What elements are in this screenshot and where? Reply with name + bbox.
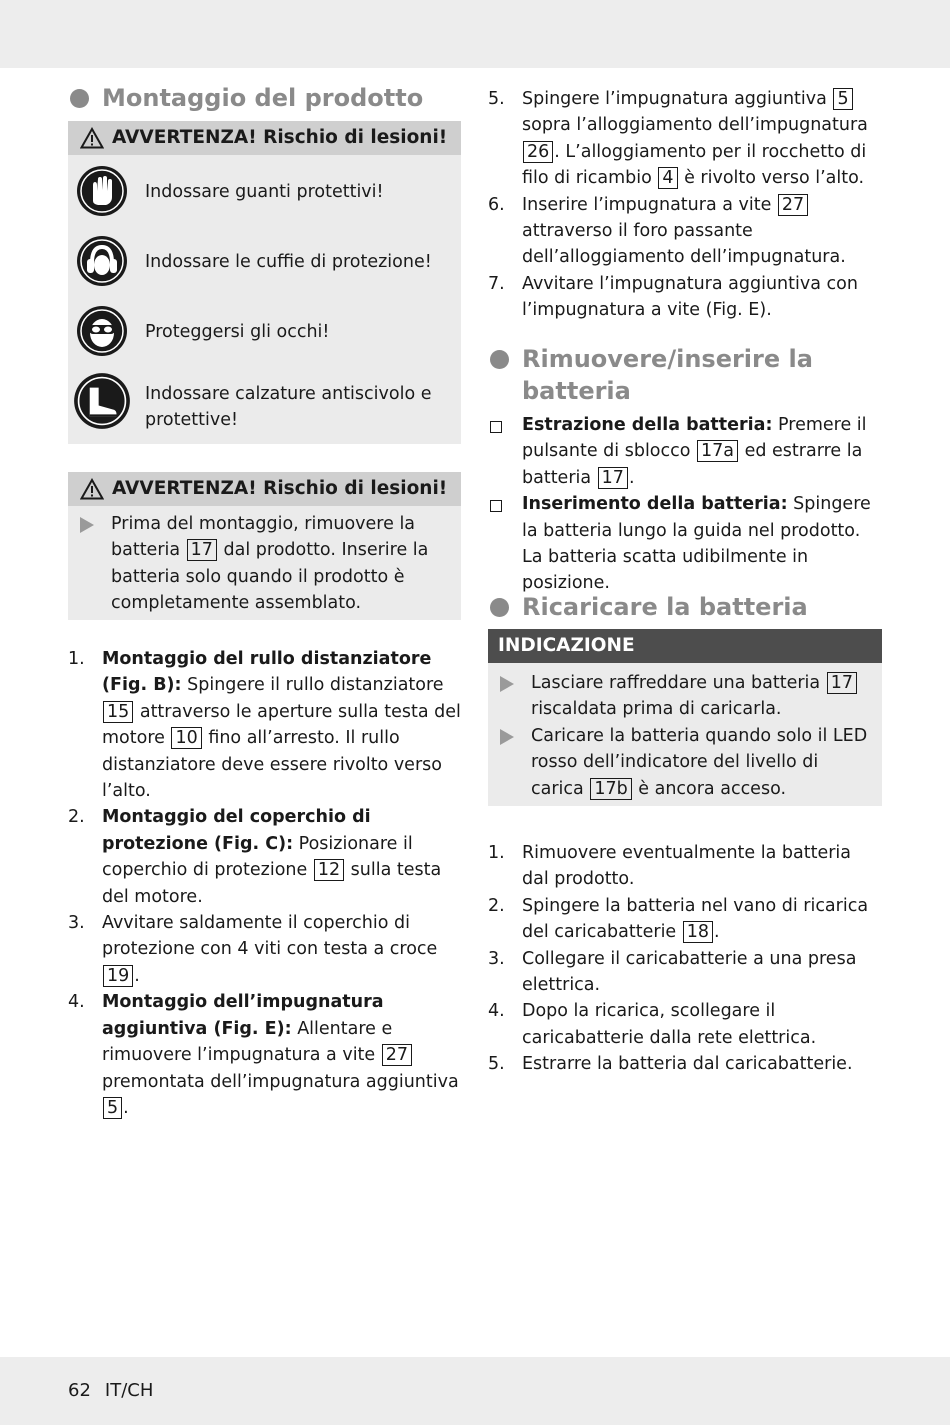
page-number: 62: [68, 1380, 91, 1401]
list-item: 7. Avvitare l’impugnatura aggiuntiva con l’impugnatura a vite (Fig. E).: [488, 273, 858, 321]
arrow-bullet-icon: [80, 517, 94, 533]
section-heading-charging: Ricaricare la batteria: [488, 591, 808, 623]
safety-goggles-icon: [76, 305, 128, 357]
battery-instructions: [488, 412, 882, 597]
bullet-dot-icon: [490, 350, 509, 369]
arrow-bullet-icon: [500, 676, 514, 692]
list-item: Estrazione della batteria: Premere il pulsante di sblocco 17a ed estrarre la batteria 17 .: [488, 412, 882, 491]
list-item: 2. Montaggio del coperchio di protezione (Fig. C): Posizionare il coperchio di protezione 12 sulla testa del motore.: [68, 807, 442, 907]
list-item: 3. Collegare il caricabatterie a una presa elettrica.: [488, 948, 857, 996]
checkbox-bullet-icon: [490, 500, 502, 512]
warning-bullets: [78, 511, 453, 617]
list-item: Prima del montaggio, rimuovere la batteria 17 dal prodotto. Inserire la batteria solo quando il prodotto è completamente assemblato.: [78, 511, 453, 617]
bullet-dot-icon: [70, 89, 89, 108]
note-header: INDICAZIONE: [488, 629, 882, 663]
list-item: 2. Spingere la batteria nel vano di ricarica del caricabatterie 18 .: [488, 895, 869, 943]
list-item: Lasciare raffreddare una batteria 17 riscaldata prima di caricarla.: [498, 670, 874, 723]
checkbox-bullet-icon: [490, 421, 502, 433]
warning-header: AVVERTENZA! Rischio di lesioni!: [68, 121, 461, 155]
list-item: 1. Rimuovere eventualmente la batteria dal prodotto.: [488, 843, 851, 890]
page-footer: [68, 1378, 167, 1404]
list-item: Inserimento della batteria: Spingere la batteria lungo la guida nel prodotto. La batteria scatta udibilmente in posizione.: [488, 491, 882, 597]
warning-box-ppe: AVVERTENZA! Rischio di lesioni! Indossare guanti protettivi! Indossare le cuffie di protezione! Proteggersi gli occhi! Indossare calzature antiscivolo e protettive!: [68, 121, 461, 444]
list-item: 1. Montaggio del rullo distanziatore (Fig. B): Spingere il rullo distanziatore 15 attraverso le aperture sulla testa del motore 10 fino all’arresto. Il rullo distanziatore deve essere rivolto verso l’alto.: [68, 649, 461, 802]
note-box: [488, 629, 882, 806]
top-band: [0, 0, 950, 68]
list-item: 4. Montaggio dell’impugnatura aggiuntiva (Fig. E): Allentare e rimuovere l’impugnatura a vite 27 premontata dell’impugnatura aggiuntiva 5 .: [68, 992, 459, 1118]
charging-steps: [488, 840, 882, 1078]
warning-header: AVVERTENZA! Rischio di lesioni!: [68, 472, 461, 506]
assembly-steps-continued: [488, 86, 882, 324]
safety-boots-icon: [73, 372, 131, 430]
ear-protection-icon: [76, 235, 128, 287]
section-heading-battery: Rimuovere/inserire la batteria: [488, 343, 852, 407]
warning-triangle-icon: [80, 127, 104, 149]
list-item: 6. Inserire l’impugnatura a vite 27 attraverso il foro passante dell’alloggiamento dell’impugnatura.: [488, 194, 846, 268]
list-item: 5. Estrarre la batteria dal caricabatterie.: [488, 1054, 853, 1075]
bullet-dot-icon: [490, 598, 509, 617]
gloves-icon: [76, 165, 128, 217]
arrow-bullet-icon: [500, 729, 514, 745]
assembly-steps: [68, 646, 461, 1121]
list-item: 3. Avvitare saldamente il coperchio di protezione con 4 viti con testa a croce 19 .: [68, 913, 438, 986]
language-code: IT/CH: [104, 1380, 154, 1401]
warning-box-battery: [68, 472, 461, 620]
list-item: Caricare la batteria quando solo il LED rosso dell’indicatore del livello di carica 17b è ancora acceso.: [498, 723, 874, 802]
section-heading-assembly: Montaggio del prodotto: [68, 82, 423, 114]
note-bullets: [498, 670, 874, 802]
warning-triangle-icon: [80, 478, 104, 500]
list-item: 5. Spingere l’impugnatura aggiuntiva 5 sopra l’alloggiamento dell’impugnatura 26 . L’alloggiamento per il rocchetto di filo di ricambio 4 è rivolto verso l’alto.: [488, 89, 868, 189]
list-item: 4. Dopo la ricarica, scollegare il caricabatterie dalla rete elettrica.: [488, 1001, 817, 1048]
